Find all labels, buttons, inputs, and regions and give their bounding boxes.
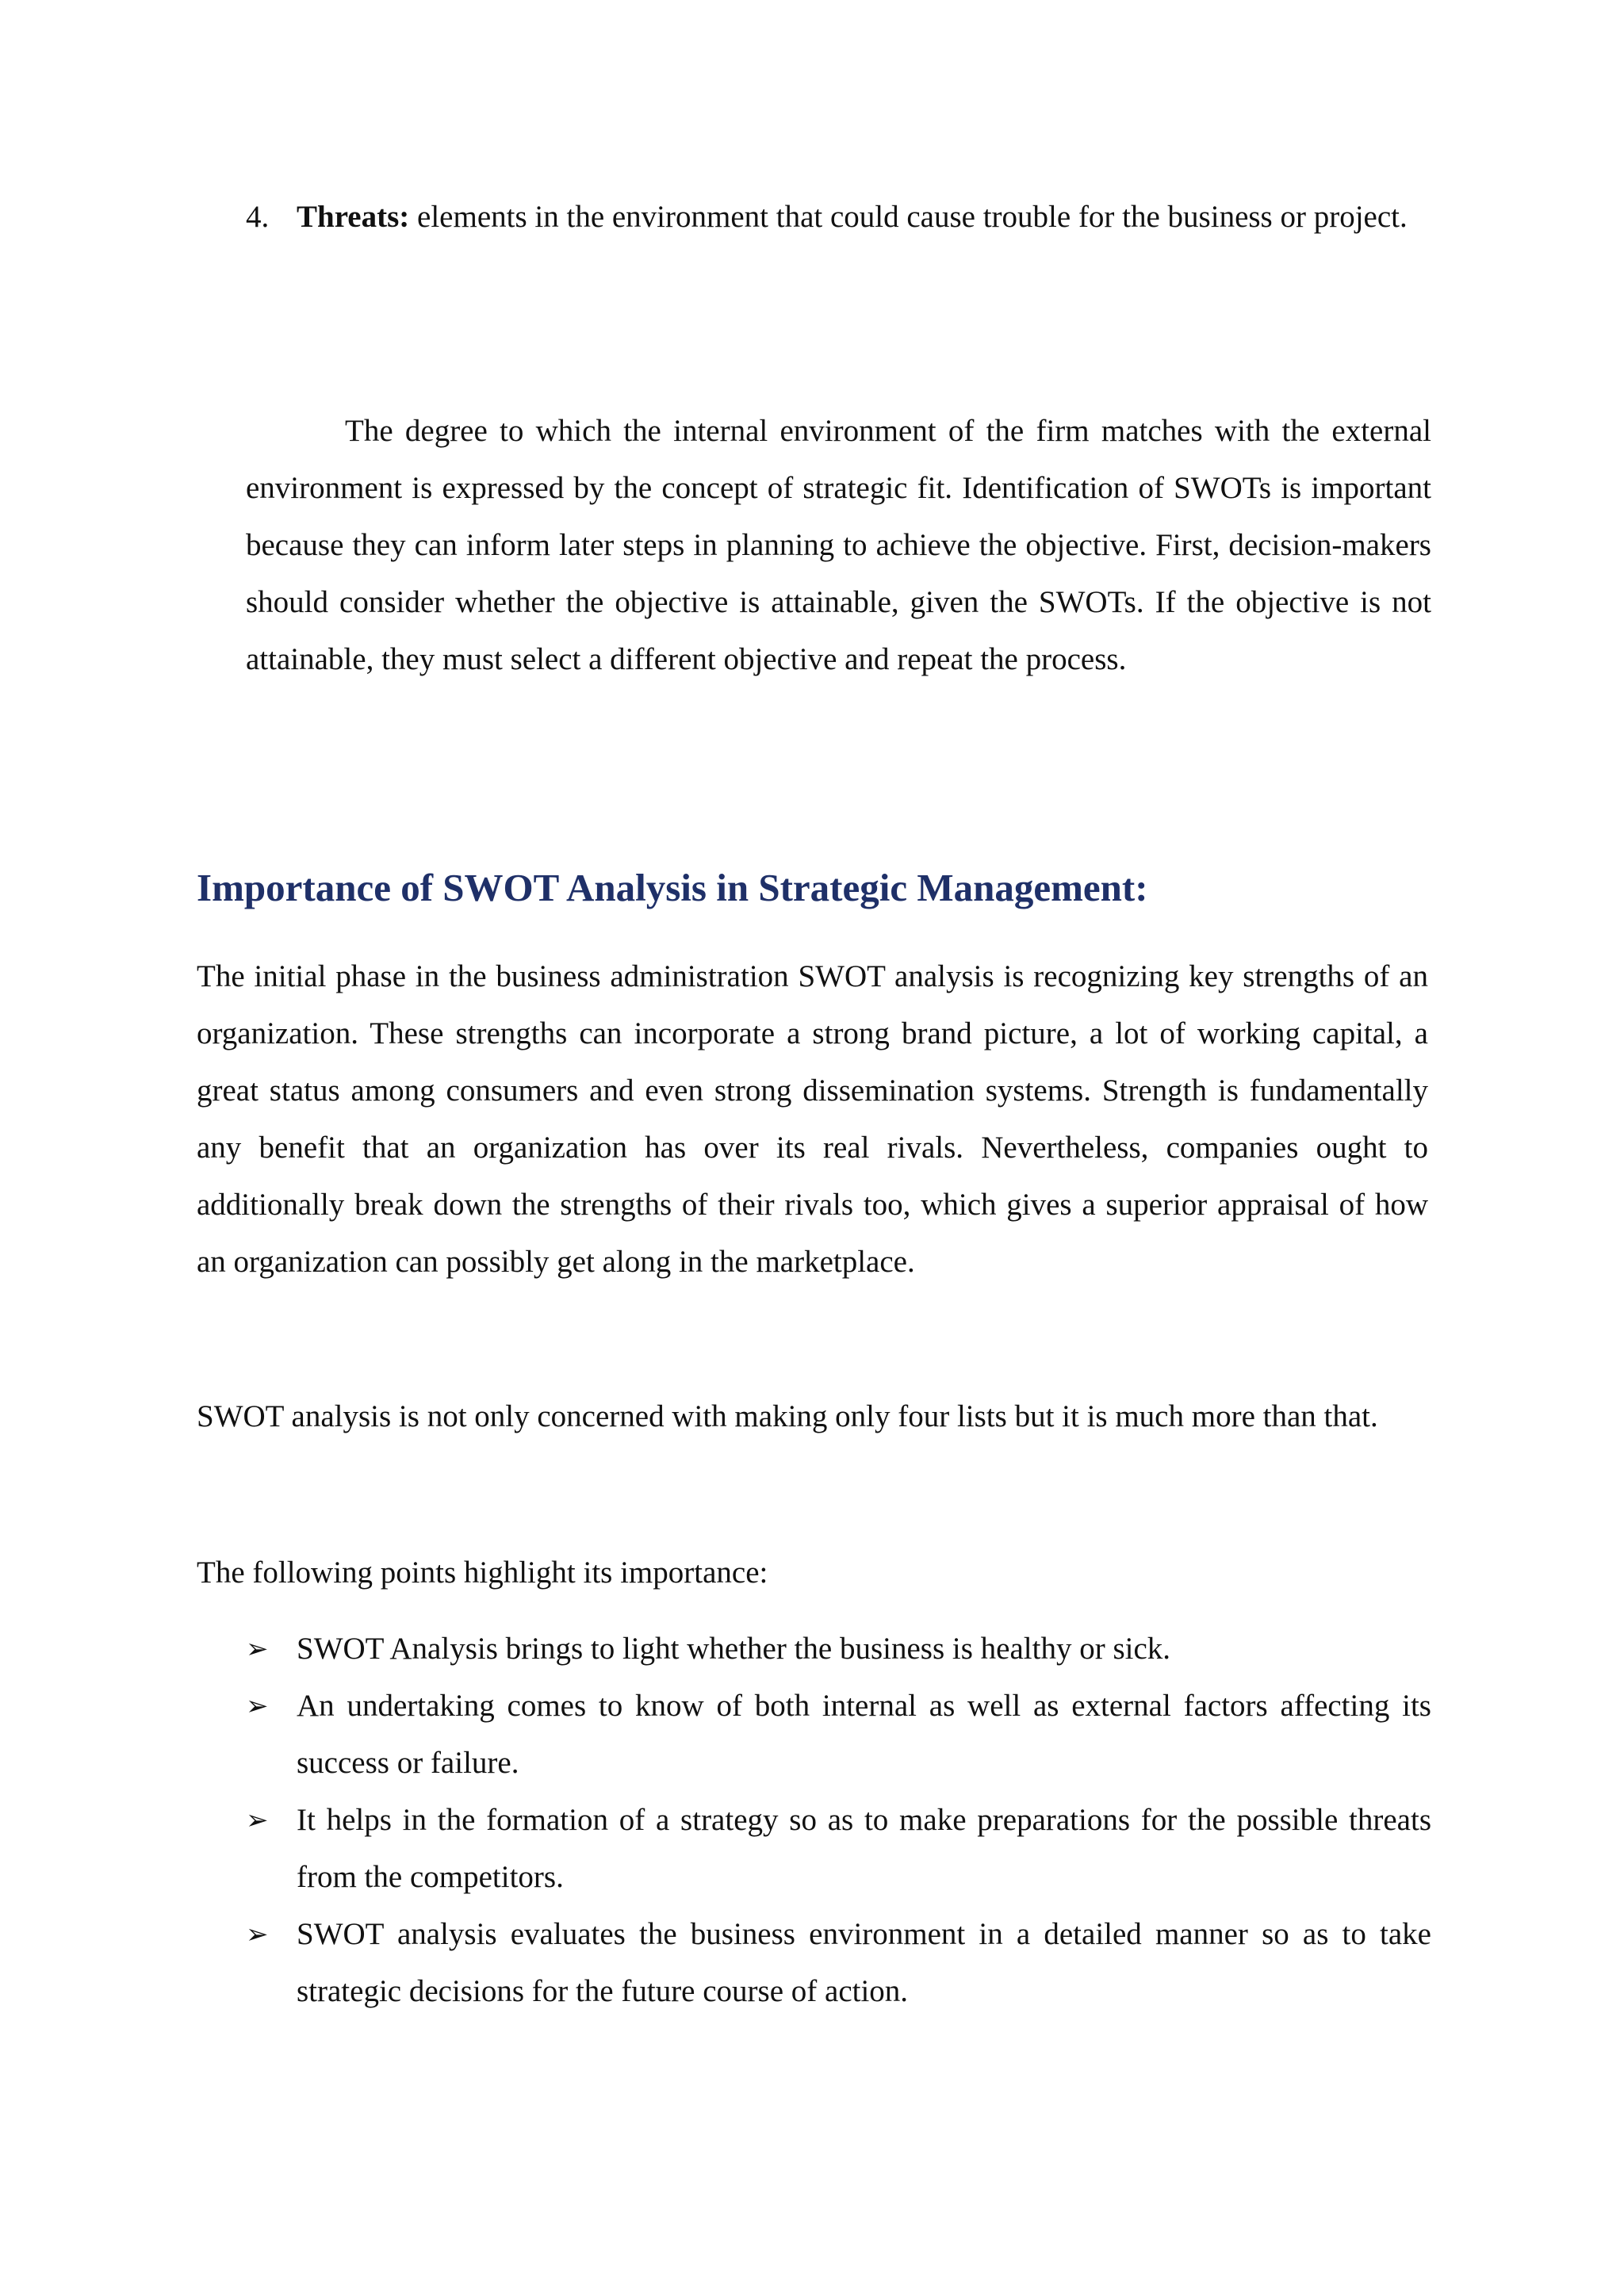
bullet-text: An undertaking comes to know of both internal as well as external factors affecting its success or failure. [297, 1689, 1431, 1780]
numbered-list-item-threats [246, 189, 1431, 246]
arrow-bullet-icon: ➢ [246, 1690, 269, 1722]
importance-bullet-list [246, 1621, 1431, 2020]
bullet-text: It helps in the formation of a strategy so as to make preparations for the possible threats from the competitors. [297, 1803, 1431, 1894]
arrow-bullet-icon: ➢ [246, 1633, 269, 1665]
section-heading: Importance of SWOT Analysis in Strategic Management: [197, 866, 1148, 909]
strategic-fit-paragraph: The degree to which the internal environment of the firm matches with the external environment is expressed by the concept of strategic fit. Identification of SWOTs is important because they can inform later steps in planning to achieve the objective. First, decision-makers should consider whether the objective is attainable, given the SWOTs. If the objective is not attainable, they must select a different objective and repeat the process. [246, 414, 1431, 676]
bullet-text: SWOT Analysis brings to light whether the business is healthy or sick. [297, 1632, 1171, 1666]
arrow-bullet-icon: ➢ [246, 1919, 269, 1950]
bullet-item [246, 1906, 1431, 2020]
bullet-item [246, 1792, 1431, 1906]
list-item-body [297, 189, 1431, 246]
list-item-term: Threats: [297, 200, 410, 234]
bullet-text: SWOT analysis evaluates the business environment in a detailed manner so as to take strategic decisions for the future course of action. [297, 1917, 1431, 2008]
not-only-paragraph: SWOT analysis is not only concerned with making only four lists but it is much more than that. [197, 1399, 1378, 1433]
importance-paragraph: The initial phase in the business administration SWOT analysis is recognizing key strengths of an organization. These strengths can incorporate a strong brand picture, a lot of working capital, a great status among consumers and even strong dissemination systems. Strength is fundamentally any benefit that an organization has over its real rivals. Nevertheless, companies ought to additionally break down the strengths of their rivals too, which gives a superior appraisal of how an organization can possibly get along in the marketplace. [197, 959, 1428, 1279]
following-points-paragraph: The following points highlight its importance: [197, 1556, 768, 1590]
arrow-bullet-icon: ➢ [246, 1804, 269, 1836]
bullet-item [246, 1621, 1431, 1678]
bullet-item [246, 1678, 1431, 1792]
list-number: 4. [246, 200, 270, 234]
list-item-text: elements in the environment that could cause trouble for the business or project. [409, 200, 1408, 234]
